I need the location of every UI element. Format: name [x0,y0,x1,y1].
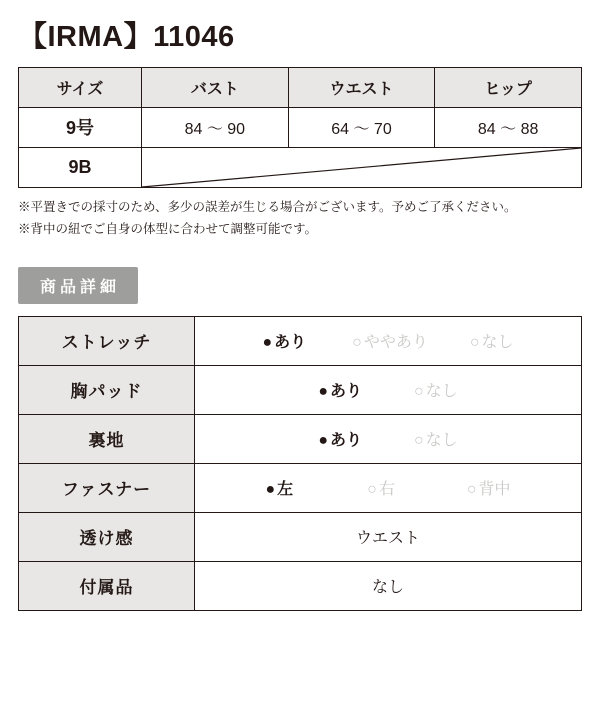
detail-value-bust-pad [195,365,582,414]
option-bust-pad-nashi: ○ なし [414,383,458,401]
diagonal-strike-icon [142,148,581,187]
size-row-bust-9: 84 〜 90 [142,107,289,147]
size-table-header-row [19,67,582,107]
size-row-label-9b: 9B [19,147,142,187]
page-title: 【IRMA】11046 [18,21,235,53]
detail-value-stretch [195,316,582,365]
detail-value-accessories: なし [195,561,582,610]
table-row [19,414,582,463]
size-table-header-waist: ウエスト [288,67,435,107]
radio-filled-icon: ● [265,481,276,499]
detail-label-accessories: 付属品 [19,561,195,610]
detail-value-lining [195,414,582,463]
radio-empty-icon: ○ [414,432,424,450]
radio-filled-icon: ● [318,432,328,450]
option-group-lining [205,427,571,450]
radio-empty-icon: ○ [466,481,477,499]
option-stretch-nashi: ○ なし [469,334,514,352]
note-line-2: ※背中の紐でご自身の体型に合わせて調整可能です。 [18,221,318,236]
size-row-hip-9: 84 〜 88 [435,107,582,147]
size-row-label-9: 9号 [19,107,142,147]
table-row [19,107,582,147]
option-lining-ari: ● あり [318,432,362,450]
product-detail-body [19,316,582,610]
size-table-header-bust: バスト [142,67,289,107]
radio-empty-icon: ○ [367,481,377,499]
option-stretch-yaya-ari: ○ ややあり [352,334,428,352]
section-heading-product-detail: 商品詳細 [18,267,138,304]
table-row [19,512,582,561]
radio-filled-icon: ● [262,334,273,352]
product-detail-table [18,316,582,611]
table-row [19,463,582,512]
detail-label-sheerness: 透け感 [19,512,195,561]
detail-label-fastener: ファスナー [19,463,195,512]
size-table-body [19,107,582,187]
radio-empty-icon: ○ [469,334,480,352]
option-group-fastener [205,476,571,499]
table-row [19,147,582,187]
size-table-head [19,67,582,107]
option-lining-nashi: ○ なし [414,432,458,450]
radio-empty-icon: ○ [414,383,424,401]
size-table [18,67,582,188]
detail-value-fastener [195,463,582,512]
option-fastener-right: ○ 右 [367,481,395,499]
option-fastener-left: ● 左 [265,481,294,499]
table-row [19,561,582,610]
option-bust-pad-ari: ● あり [318,383,362,401]
option-stretch-ari: ● あり [262,334,307,352]
option-group-stretch [205,329,571,352]
size-table-header-hip: ヒップ [435,67,582,107]
radio-filled-icon: ● [318,383,328,401]
option-fastener-back: ○ 背中 [466,481,511,499]
detail-label-lining: 裏地 [19,414,195,463]
measurement-notes [18,197,582,241]
table-row [19,316,582,365]
detail-label-stretch: ストレッチ [19,316,195,365]
radio-empty-icon: ○ [352,334,362,352]
detail-value-sheerness: ウエスト [195,512,582,561]
note-line-1: ※平置きでの採寸のため、多少の誤差が生じる場合がございます。予めご了承ください。 [18,199,517,214]
detail-label-bust-pad: 胸パッド [19,365,195,414]
option-group-bust-pad [205,378,571,401]
size-row-empty-9b [142,147,582,187]
size-table-header-size: サイズ [19,67,142,107]
table-row [19,365,582,414]
size-row-waist-9: 64 〜 70 [288,107,435,147]
